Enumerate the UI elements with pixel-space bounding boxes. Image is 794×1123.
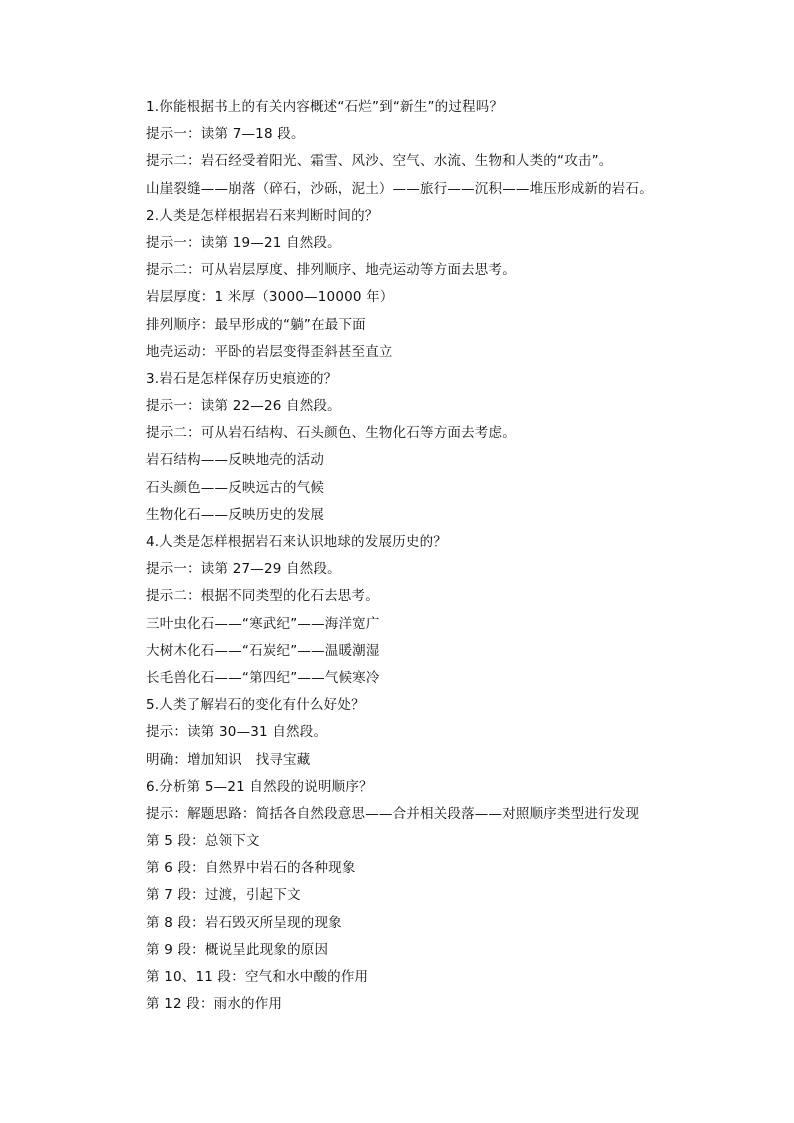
answer-line: 第 10、11 段：空气和水中酸的作用 <box>146 969 369 985</box>
answer-line: 生物化石——反映历史的发展 <box>146 506 325 523</box>
answer-line: 长毛兽化石——“第四纪”——气候寒冷 <box>146 669 380 686</box>
answer-line: 石头颜色——反映远古的气候 <box>146 479 325 496</box>
answer-line: 山崖裂缝——崩落（碎石，沙砾，泥土）——旅行——沉积——堆压形成新的岩石。 <box>146 180 653 197</box>
answer-line: 明确：增加知识 找寻宝藏 <box>146 751 311 768</box>
answer-line: 大树木化石——“石炭纪”——温暖潮湿 <box>146 642 380 659</box>
question-3: 3.岩石是怎样保存历史痕迹的？ <box>146 370 338 387</box>
question-5: 5.人类了解岩石的变化有什么好处？ <box>146 697 365 714</box>
answer-line: 排列顺序：最早形成的“躺”在最下面 <box>146 316 366 333</box>
hint-line: 提示一：读第 7—18 段。 <box>146 126 305 143</box>
question-2: 2.人类是怎样根据岩石来判断时间的？ <box>146 207 379 224</box>
hint-line: 提示一：读第 22—26 自然段。 <box>146 398 341 415</box>
answer-line: 第 12 段：雨水的作用 <box>146 996 283 1013</box>
answer-line: 地壳运动：平卧的岩层变得歪斜甚至直立 <box>146 343 393 360</box>
answer-line: 三叶虫化石——“寒武纪”——海洋宽广 <box>146 615 380 632</box>
answer-line: 第 5 段：总领下文 <box>146 833 260 850</box>
answer-line: 第 6 段：自然界中岩石的各种现象 <box>146 860 356 877</box>
answer-line: 岩层厚度：1 米厚（3000—10000 年） <box>146 289 394 306</box>
question-1: 1.你能根据书上的有关内容概述“石烂”到“新生”的过程吗？ <box>146 99 504 115</box>
hint-line: 提示二：根据不同类型的化石去思考。 <box>146 588 379 605</box>
hint-line: 提示二：可从岩石结构、石头颜色、生物化石等方面去考虑。 <box>146 425 516 442</box>
answer-line: 第 7 段：过渡，引起下文 <box>146 887 301 904</box>
hint-line: 提示一：读第 19—21 自然段。 <box>146 234 341 251</box>
hint-line: 提示：解题思路：简括各自然段意思——合并相关段落——对照顺序类型进行发现 <box>146 805 640 822</box>
document-body <box>146 94 766 1018</box>
answer-line: 第 8 段：岩石毁灭所呈现的现象 <box>146 914 342 931</box>
hint-line: 提示：读第 30—31 自然段。 <box>146 724 328 741</box>
hint-line: 提示二：岩石经受着阳光、霜雪、风沙、空气、水流、生物和人类的“攻击”。 <box>146 153 613 170</box>
answer-line: 第 9 段：概说呈此现象的原因 <box>146 941 329 958</box>
question-6: 6.分析第 5—21 自然段的说明顺序？ <box>146 778 373 795</box>
hint-line: 提示二：可从岩层厚度、排列顺序、地壳运动等方面去思考。 <box>146 262 516 279</box>
answer-line: 岩石结构——反映地壳的活动 <box>146 452 325 469</box>
question-4: 4.人类是怎样根据岩石来认识地球的发展历史的？ <box>146 534 447 550</box>
hint-line: 提示一：读第 27—29 自然段。 <box>146 561 341 578</box>
